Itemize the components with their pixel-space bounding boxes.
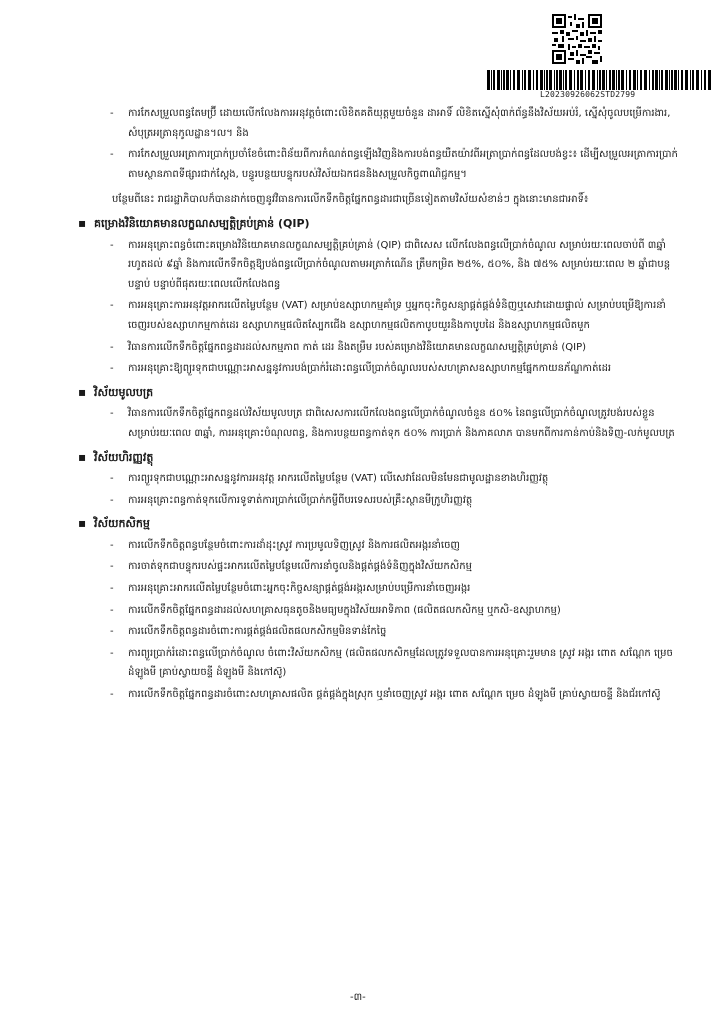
list-item: - ការកែសម្រួលពន្ធតែមប្រ៊ី ដោយលើកលែងការអនុវត្តចំពោះលិខិតគតិយុត្តមួយចំនួន ដាអាទិ៍ លិខិតស្នើសុំ៣ក់ព័ន្ធនឹងវិស័យអប់រំ, ស្នើសុំចូលបម្រើការងារ, សំបុត្រអត្រានុកូលដ្ឋាន។ល។ និង [128, 104, 684, 143]
qr-code-icon [552, 14, 602, 64]
intro-paragraph: បន្ថែមពីនេះ រាជរដ្ឋាភិបាលក៏បានដាក់ចេញនូវវិធានការលើកទឹកចិត្តផ្នែកពន្ធដារជាច្រើនទៀតតាមវិស័យសំខាន់ៗ ក្នុងនោះមានជាអាទិ៍៖ [112, 194, 589, 206]
list-item: - ការអនុគ្រោះឱ្យព្យួរទុកជាបណ្ណោះអាសន្ននូវការបង់ប្រាក់រំដោះពន្ធលើប្រាក់ចំណូលរបស់សហគ្រាសឧស្សាហកម្មផ្នែកកាយនភ័ណ្ឌកាត់ដេរ [128, 359, 684, 379]
section-list [84, 469, 684, 510]
list-item: - វិធានការលើកទឹកចិត្តផ្នែកពន្ធដារដល់សកម្មភាព កាត់ ដេរ និងតម្រឹម របស់គម្រោងវិនិយោគមានលក្ខណសម្បត្តិគ្រប់គ្រាន់ (QIP) [128, 338, 684, 358]
list-item: - ការព្យួរទុកជាបណ្ណោះអាសន្ននូវការអនុវត្ត អាករលើតម្លៃបន្ថែម (VAT) លើសេវាដែលមិនមែនជាមូលដ្ឋានខាងហិរញ្ញវត្ថុ [128, 469, 684, 489]
intro-list [84, 104, 684, 184]
list-item: - ការអនុគ្រោះពន្ធចំពោះគម្រោងវិនិយោគមានលក្ខណសម្បត្តិគ្រប់គ្រាន់ (QIP) ជាពិសេស លើកលែងពន្ធលើប្រាក់ចំណូល សម្រាប់រយៈពេលចាប់ពី ៣ឆ្នាំ រហូតដល់ ៩ឆ្នាំ និងការលើកទឹកចិត្តឱ្យបង់ពន្ធលើប្រាក់ចំណូលតាមអត្រាកំណើន ត្រឹមកម្រិត ២៥%, ៥០%, និង ៧៥% សម្រាប់រយៈពេល ២ ឆ្នាំជាបន្តបន្ទាប់ បន្ទាប់ពីផុតរយៈពេលលើកលែងពន្ធ [128, 236, 684, 295]
section-heading: ▪ វិស័យហិរញ្ញវត្ថុ [84, 448, 684, 468]
section-list [84, 536, 684, 705]
section-heading: ▪ វិស័យកសិកម្ម [84, 514, 684, 534]
document-body [84, 104, 684, 707]
barcode-icon [487, 70, 712, 90]
list-item: - ការអនុគ្រោះពន្ធកាត់ទុកលើការទូទាត់ការប្រាក់លើប្រាក់កម្ចីពីបរទេសរបស់គ្រឹះស្ថានមីក្រូហិរញ្ញវត្ថុ [128, 491, 684, 511]
list-item: - ការព្យួរប្រាក់រំដោះពន្ធលើប្រាក់ចំណូល ចំពោះវិស័យកសិកម្ម (ផលិតផលកសិកម្មដែលត្រូវទទួលបានការអនុគ្រោះរួមមាន ស្រូវ អង្ករ ពោត សណ្តែក ម្រេច ដំឡូងមី គ្រាប់ស្វាយចន្ទី ដំឡូងមី និងកៅស៊ូ) [128, 644, 684, 683]
section-list [84, 404, 684, 443]
list-item: - ការលើកទឹកចិត្តពន្ធដារចំពោះការផ្គត់ផ្គង់ផលិតផលកសិកម្មមិនទាន់កែច្នៃ [128, 622, 684, 642]
list-item: - ការកែសម្រួលអត្រាការប្រាក់ប្រចាំខែចំពោះពិន័យពីការកំណត់ពន្ធឡើងវិញនិងការបង់ពន្ធយឺតយ៉ាវពីអត្រាប្រាក់ពន្ធដែលបង់ខ្វះ៖ ដើម្បីសម្រួលអត្រាការប្រាក់តាមស្ថានភាពទីផ្សារជាក់ស្តែង, បន្ធូរបន្ថយបន្ទុករបស់វិស័យឯកជននិងសម្រួលកិច្ចពាណិជ្ជកម្ម។ [128, 145, 684, 184]
page-number: -៣- [350, 992, 366, 1003]
list-item: - ការលើកទឹកចិត្តផ្នែកពន្ធដារដល់សហគ្រាសធុនតូចនិងមធ្យមក្នុងវិស័យអាទិភាព (ផលិតផលកសិកម្ម ឬកសិ-ឧស្សាហកម្ម) [128, 601, 684, 621]
list-item: - ការចាត់ទុកជាបន្ទុករបស់ផ្ទះអាករលើតម្លៃបន្ថែមលើការនាំចូលនិងផ្គត់ផ្គង់ទំនិញក្នុងវិស័យកសិកម្ម [128, 557, 684, 577]
list-item: - ការលើកទឹកចិត្តផ្នែកពន្ធដារចំពោះសហគ្រាសផលិត ផ្គត់ផ្គង់ក្នុងស្រុក ឬនាំចេញស្រូវ អង្ករ ពោត សណ្តែក ម្រេច ដំឡូងមី គ្រាប់ស្វាយចន្ទី និងជ័រកៅស៊ូ [128, 685, 684, 705]
list-item: - ការអនុគ្រោះការអនុវត្តអាករលើតម្លៃបន្ថែម (VAT) សម្រាប់ឧស្សាហកម្មគាំទ្រ ឬអ្នកចុះកិច្ចសន្យាផ្គត់ផ្គង់ទំនិញឬសេវាដោយផ្ទាល់ សម្រាប់បម្រើឱ្យការនាំចេញរបស់ឧស្សាហកម្មកាត់ដេរ ឧស្សាហកម្មផលិតស្បែកជើង ឧស្សាហកម្មផលិតកាបូបយួរនិងកាបូបដៃ និងឧស្សាហកម្មផលិតមួក [128, 296, 684, 335]
doc-code: L20230926062STD2799 [540, 90, 636, 99]
list-item: - ការអនុគ្រោះអាករលើតម្លៃបន្ថែមចំពោះអ្នកចុះកិច្ចសន្យាផ្គត់ផ្គង់អង្ករសម្រាប់បម្រើការនាំចេញអង្ករ [128, 579, 684, 599]
section-heading: ▪ គម្រោងវិនិយោគមានលក្ខណសម្បត្តិគ្រប់គ្រាន់ (QIP) [84, 214, 684, 234]
section-heading: ▪ វិស័យមូលបត្រ [84, 383, 684, 403]
list-item: - វិធានការលើកទឹកចិត្តផ្នែកពន្ធដល់វិស័យមូលបត្រ ជាពិសេសការលើកលែងពន្ធលើប្រាក់ចំណូលចំនួន ៥០% នៃពន្ធលើប្រាក់ចំណូលត្រូវបង់របស់ខ្លួនសម្រាប់រយៈពេល ៣ឆ្នាំ, ការអនុគ្រោះបំណុលពន្ធ, និងការបន្ថយពន្ធកាត់ទុក ៥០% ការប្រាក់ និងភាគលាភ បានមកពីការកាន់កាប់និងទិញ-លក់មូលបត្រ [128, 404, 684, 443]
section-list [84, 236, 684, 379]
list-item: - ការលើកទឹកចិត្តពន្ធបន្ថែមចំពោះការដាំដុះស្រូវ ការប្រមូលទិញស្រូវ និងការផលិតអង្ករនាំចេញ [128, 536, 684, 556]
sections [84, 214, 684, 705]
